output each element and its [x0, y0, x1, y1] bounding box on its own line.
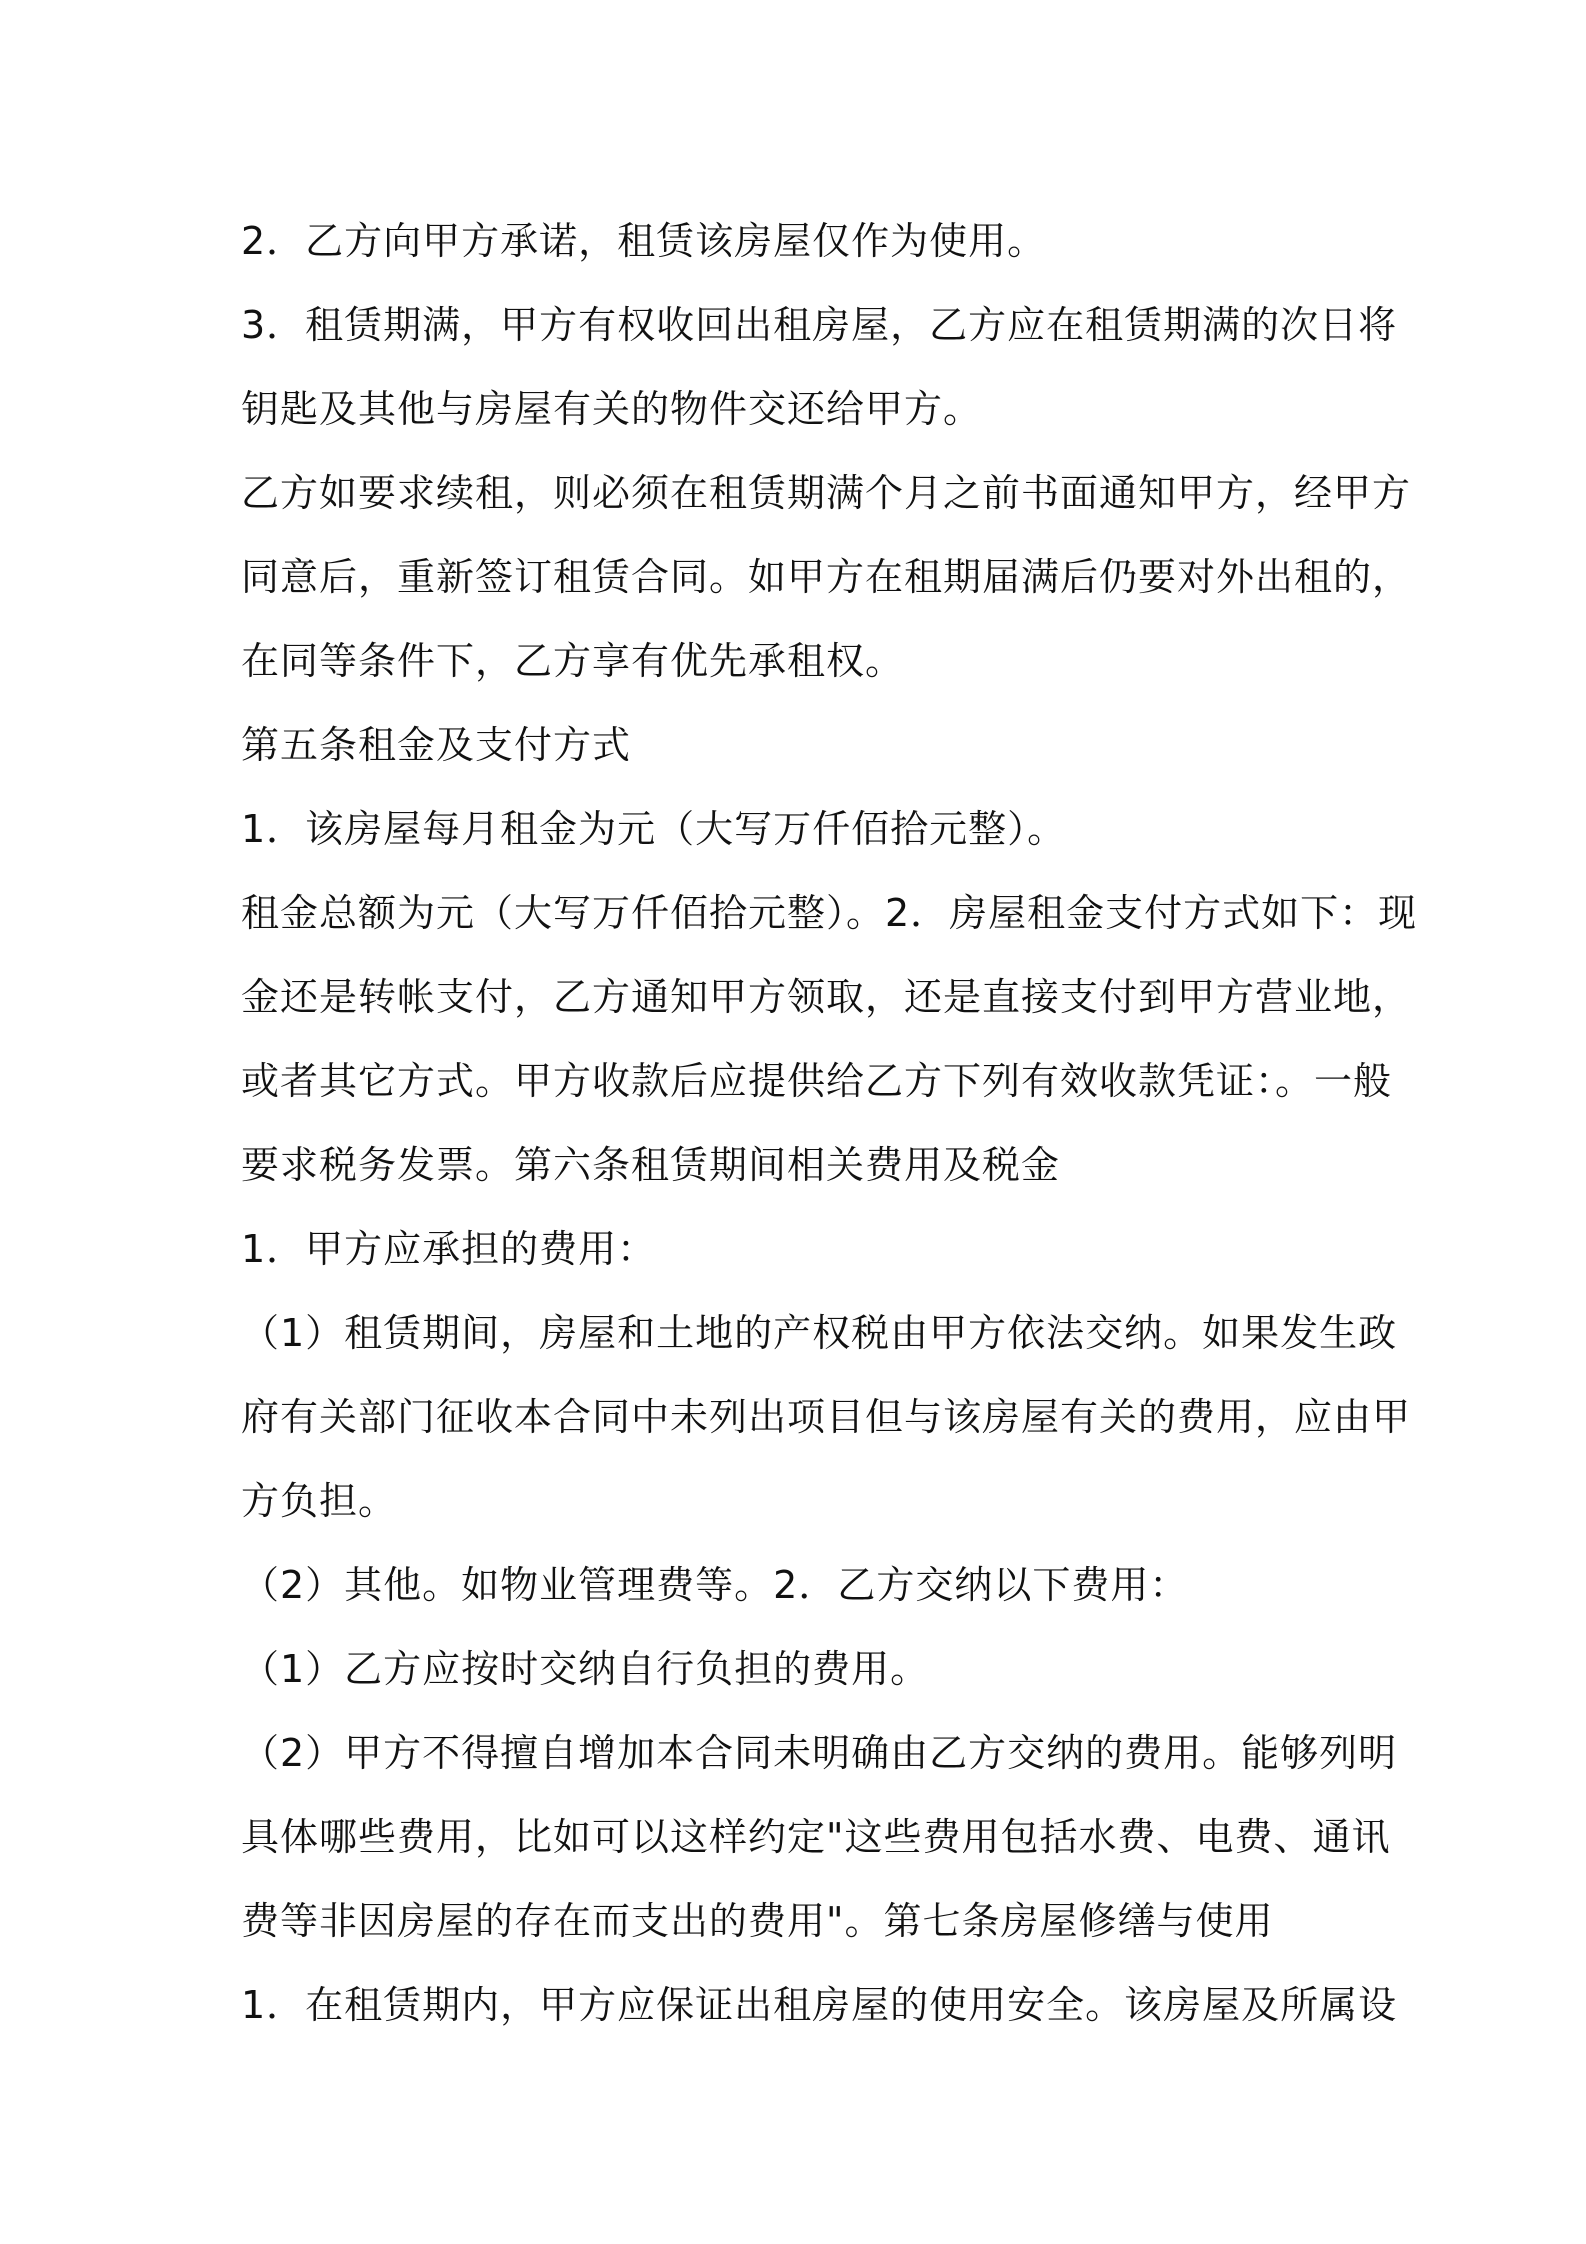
text-line: 乙方如要求续租，则必须在租赁期满个月之前书面通知甲方，经甲方 [241, 471, 1412, 515]
text-line: 或者其它方式。甲方收款后应提供给乙方下列有效收款凭证：。一般 [241, 1059, 1393, 1103]
text-line: 在同等条件下，乙方享有优先承租权。 [241, 639, 905, 683]
text-line: 要求税务发票。第六条租赁期间相关费用及税金 [241, 1143, 1061, 1187]
text-line: 3．租赁期满，甲方有权收回出租房屋，乙方应在租赁期满的次日将 [241, 303, 1398, 347]
text-line: 租金总额为元（大写万仟佰拾元整）。2．房屋租金支付方式如下：现 [241, 891, 1418, 935]
text-line: （2）甲方不得擅自增加本合同未明确由乙方交纳的费用。能够列明 [241, 1731, 1398, 1775]
text-line: 府有关部门征收本合同中未列出项目但与该房屋有关的费用，应由甲 [241, 1395, 1412, 1439]
text-line: 1．甲方应承担的费用： [241, 1227, 657, 1271]
text-line: 具体哪些费用，比如可以这样约定"这些费用包括水费、电费、通讯 [241, 1815, 1391, 1859]
text-line: 金还是转帐支付，乙方通知甲方领取，还是直接支付到甲方营业地， [241, 975, 1412, 1019]
text-line: 钥匙及其他与房屋有关的物件交还给甲方。 [241, 387, 983, 431]
document-body [241, 199, 1418, 2047]
text-line: 2．乙方向甲方承诺，租赁该房屋仅作为使用。 [241, 219, 1047, 263]
text-line: 1．该房屋每月租金为元（大写万仟佰拾元整）。 [241, 807, 1067, 851]
text-line: 1．在租赁期内，甲方应保证出租房屋的使用安全。该房屋及所属设 [241, 1983, 1398, 2027]
text-line: （2）其他。如物业管理费等。2．乙方交纳以下费用： [241, 1563, 1189, 1607]
text-line: 同意后，重新签订租赁合同。如甲方在租期届满后仍要对外出租的， [241, 555, 1412, 599]
section-heading: 第五条租金及支付方式 [241, 723, 632, 767]
text-line: （1）租赁期间，房屋和土地的产权税由甲方依法交纳。如果发生政 [241, 1311, 1398, 1355]
text-line: 费等非因房屋的存在而支出的费用"。第七条房屋修缮与使用 [241, 1899, 1274, 1943]
text-line: 方负担。 [241, 1479, 398, 1523]
text-line: （1）乙方应按时交纳自行负担的费用。 [241, 1647, 930, 1691]
